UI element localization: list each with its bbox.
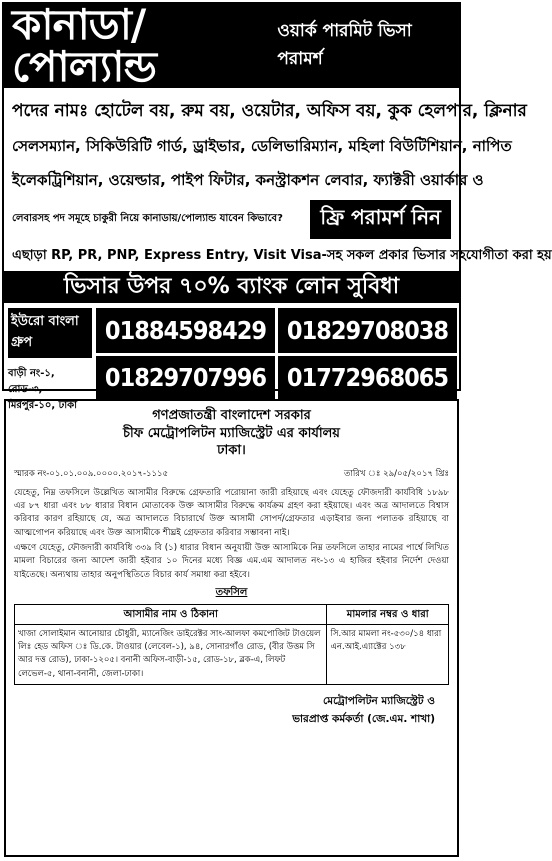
ad-company-block <box>4 306 96 411</box>
schedule-table <box>14 604 449 685</box>
ad-contacts <box>4 306 459 411</box>
signature-line2: ভারপ্রাপ্ত কর্মকর্তা (জে.এম. শাখা) <box>292 712 435 725</box>
notice-title-govt: গণপ্রজাতন্ত্রী বাংলাদেশ সরকার <box>152 408 311 423</box>
notice-title-office: চীফ মেট্রোপলিটন ম্যাজিস্ট্রেট এর কার্যালয় <box>123 425 340 441</box>
free-consult-badge: ফ্রি পরামর্শ নিন <box>310 200 451 239</box>
column-header: মামলার নম্বর ও ধারা <box>327 604 449 625</box>
notice-date: তারিখ ঃ ২৯/০৫/২০১৭ খ্রিঃ <box>344 468 449 479</box>
case-number: সি.আর মামলা নং-৫৩০/১৪ ধারা এন.আই.এ্যাক্টের ১৩৮ <box>327 625 449 685</box>
table-row <box>15 625 449 685</box>
ad-loan-banner: ভিসার উপর ৭০% ব্যাংক লোন সুবিধা <box>4 271 459 303</box>
ad-phone-grid <box>96 306 459 402</box>
notice-body <box>14 487 449 582</box>
notice-paragraph: যেহেতু, নিম্ন তফসিলে উল্লেখিত আসামীর বিরুদ্ধে গ্রেফতারি পরোয়ানা জারী রহিয়াছে এবং যেহেতু ফৌজদারী কার্যবিধি ১৮৯৮ এর ৮৭ ধারা এবং ৮৮ ধারার বিধান মোতাবেক উক্ত আসামীর বিরুদ্ধে কার্যক্রম গ্রহণ করা হইয়াছে। এবং অত্র আদালতে বিশ্বাস করিবার কারণ রহিয়াছে যে, অত্র আদালতে বিচারার্থে উক্ত আসামী সোপর্দ/গ্রেফতার এড়াইবার জন্য পলাতক রহিয়াছে বা আত্মগোপন করিয়াছে এবং উক্ত আসামীকে শীঘ্রই গ্রেফতার করিবার সম্ভাবনা নাই। <box>14 487 449 538</box>
accused-details: খাজা সোলাইমান আনোয়ার চৌধুরী, ম্যানেজিং ডাইরেক্টর সাং-আলফা কমপোজিট টাওয়েল লিঃ হেড অফিস ঃ ডি.কে. টাওয়ার (লেবেল-১), ৯৪, সোনারগাঁও রোড, (বীর উত্তম সি আর দত্ত রোড), ঢাকা-১২০৫। বনানী অফিস-বাড়ী-১৫, রোড-১৮, ব্লক-এ, লিফট লেভেল-৫, থানা-বনানী, জেলা-ঢাকা। <box>15 625 327 685</box>
ad-address-line2: মিরপুর-১০, ঢাকা <box>8 400 78 411</box>
notice-memo-number: স্মারক নং-০১.০১.০০৯.০০০০.২০১৭-১১১৫ <box>14 468 169 479</box>
schedule-heading: তফসিল <box>215 587 248 598</box>
signature-line1: মেট্রোপলিটন ম্যাজিস্ট্রেট ও <box>322 694 435 707</box>
ad-phone-number: 01829708038 <box>278 308 457 353</box>
ad-posts-line2: সেলসম্যান, সিকিউরিটি গার্ড, ড্রাইভার, ডেলিভারিম্যান, মহিলা বিউটিশিয়ান, নাপিত <box>12 137 512 155</box>
advertisement <box>2 0 552 411</box>
ad-question-row <box>4 200 459 239</box>
notice-meta <box>14 468 449 481</box>
notice-header <box>14 407 449 460</box>
table-header-row <box>15 604 449 625</box>
ad-visa-types: এছাড়া RP, PR, PNP, Express Entry, Visit Visa-সহ সকল প্রকার ভিসার সহযোগীতা করা হয় <box>12 248 552 263</box>
notice-paragraph: এক্ষণে যেহেতু, ফৌজদারী কার্যবিধি ৩৩৯ বি (১) ধারার বিধান অনুযায়ী উক্ত আসামিকে নিম্ন তফসিলে তাহার নামের পার্শ্বে লিখিত মামলা বিচারের জন্য আদেশ জারী হইবার ১০ দিনের মধ্যে বিজ্ঞ এম.এম আদালত নং-১৩ এ হাজির হইবার নির্দেশ দেওয়া যাইতেছে। অন্যথায় তাহার অনুপস্থিতিতে বিচার কার্য সমাধা করা হইবে। <box>14 543 449 580</box>
ad-phone-number: 01772968065 <box>278 356 457 401</box>
ad-phone-number: 01884598429 <box>96 308 275 353</box>
ad-posts-line3: ইলেকট্রিশিয়ান, ওয়েল্ডার, পাইপ ফিটার, কনস্ট্রাকশন লেবার, ফ্যাক্টরী ওয়ার্কার ও <box>12 171 484 189</box>
court-notice <box>4 399 459 857</box>
ad-subheadline: ওয়ার্ক পারমিট ভিসা পরামর্শ <box>277 21 412 69</box>
ad-headline: কানাডা/পোল্যান্ড <box>12 0 156 91</box>
ad-banner <box>4 0 459 91</box>
notice-signature <box>14 693 449 729</box>
ad-address-line1: বাড়ী নং-১, রোড-৩, <box>8 368 55 395</box>
ad-phone-number: 01829707996 <box>96 356 275 401</box>
notice-title-city: ঢাকা। <box>217 443 246 459</box>
ad-company-name: ইউরো বাংলা গ্রুপ <box>8 308 92 358</box>
ad-question: লেবারসহ পদ সমূহে চাকুরী নিয়ে কানাডায়/পোল্যান্ড যাবেন কিভাবে? <box>12 213 283 224</box>
column-header: আসামীর নাম ও ঠিকানা <box>15 604 327 625</box>
ad-posts-line1: পদের নামঃ হোটেল বয়, রুম বয়, ওয়েটার, অফিস বয়, কুক হেলপার, ক্লিনার <box>12 101 527 121</box>
